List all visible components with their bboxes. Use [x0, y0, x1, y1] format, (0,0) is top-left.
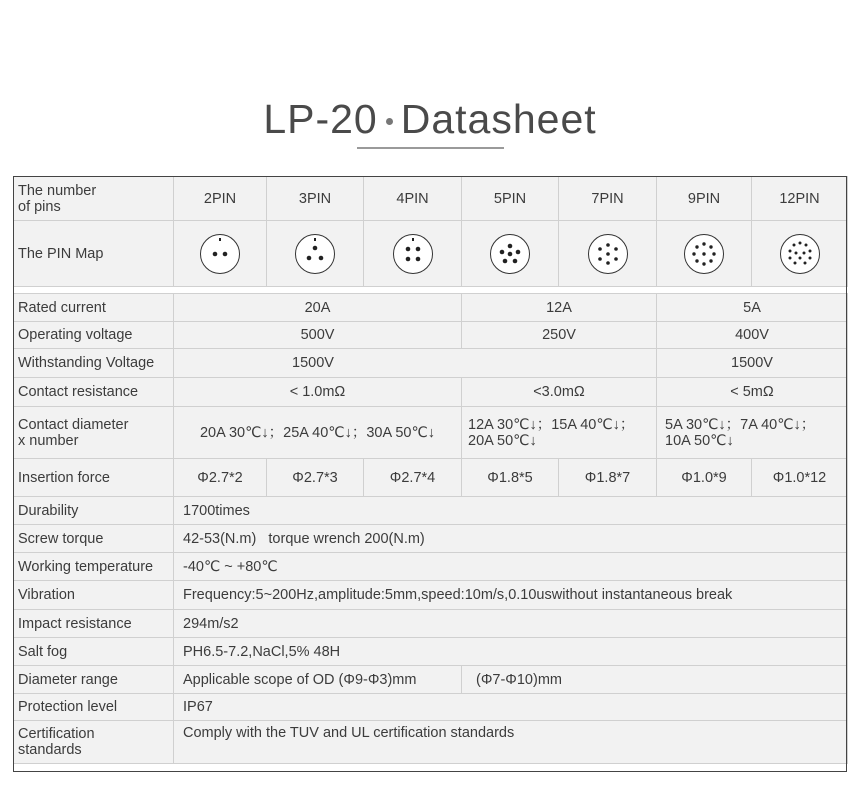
- durability-value: 1700times: [174, 497, 848, 525]
- pins-header-cell: [14, 177, 174, 221]
- operating-voltage-value-1: 500V: [174, 322, 462, 349]
- certification-value: Comply with the TUV and UL certification standards: [174, 721, 848, 764]
- datasheet-table: [13, 176, 848, 764]
- pin-count-3: 3PIN: [267, 177, 364, 221]
- row-vibration: [14, 581, 848, 610]
- durability-label: Durability: [14, 497, 174, 525]
- working-temperature-label: Working temperature: [14, 553, 174, 581]
- row-contact-diameter: [14, 407, 848, 459]
- page-title: [0, 96, 860, 143]
- protection-level-label: Protection level: [14, 694, 174, 721]
- section-gap: [14, 287, 848, 294]
- pin-count-12: 12PIN: [752, 177, 848, 221]
- row-withstanding-voltage: [14, 349, 848, 378]
- contact-diameter-group-3-line-2: 10A 50℃↓: [665, 432, 734, 449]
- pin-map-7-icon: [588, 234, 628, 274]
- row-working-temperature: [14, 553, 848, 581]
- rated-current-label: Rated current: [14, 294, 174, 322]
- row-contact-resistance: [14, 378, 848, 407]
- row-pin-count: [14, 177, 848, 221]
- insertion-force-label: Insertion force: [14, 459, 174, 497]
- working-temperature-value: -40℃ ~ +80℃: [174, 553, 848, 581]
- diameter-range-value-2: (Φ7-Φ10)mm: [462, 666, 848, 694]
- insertion-force-3pin: Φ2.7*3: [267, 459, 364, 497]
- insertion-force-9pin: Φ1.0*9: [657, 459, 752, 497]
- row-pin-map: [14, 221, 848, 287]
- pin-map-2-icon: [200, 234, 240, 274]
- contact-diameter-label-line-1: Contact diameter: [18, 416, 129, 433]
- contact-diameter-group-3: [657, 407, 848, 459]
- contact-diameter-group-2-line-1: 12A 30℃↓；15A 40℃↓；: [468, 416, 635, 433]
- pin-map-label: The PIN Map: [14, 221, 174, 287]
- pin-map-5-icon: [490, 234, 530, 274]
- impact-resistance-label: Impact resistance: [14, 610, 174, 638]
- pin-map-12-icon: [780, 234, 820, 274]
- contact-resistance-value-1: < 1.0mΩ: [174, 378, 462, 407]
- title-underline: [357, 147, 504, 149]
- pin-count-4: 4PIN: [364, 177, 462, 221]
- row-operating-voltage: [14, 322, 848, 349]
- screw-torque-label: Screw torque: [14, 525, 174, 553]
- pin-map-9-icon: [684, 234, 724, 274]
- insertion-force-4pin: Φ2.7*4: [364, 459, 462, 497]
- rated-current-value-3: 5A: [657, 294, 848, 322]
- insertion-force-7pin: Φ1.8*7: [559, 459, 657, 497]
- pins-header-line-1: The number: [18, 182, 97, 199]
- insertion-force-2pin: Φ2.7*2: [174, 459, 267, 497]
- pin-count-7: 7PIN: [559, 177, 657, 221]
- contact-diameter-group-2: [462, 407, 657, 459]
- pin-map-3-icon: [295, 234, 335, 274]
- title-model: LP-20: [263, 96, 378, 142]
- contact-diameter-group-1: [174, 407, 462, 459]
- row-protection-level: [14, 694, 848, 721]
- operating-voltage-label: Operating voltage: [14, 322, 174, 349]
- salt-fog-label: Salt fog: [14, 638, 174, 666]
- vibration-label: Vibration: [14, 581, 174, 610]
- impact-resistance-value: 294m/s2: [174, 610, 848, 638]
- pin-map-4-icon: [393, 234, 433, 274]
- title-label: Datasheet: [400, 96, 597, 142]
- certification-label-line-2: standards: [18, 742, 82, 758]
- row-screw-torque: [14, 525, 848, 553]
- operating-voltage-value-3: 400V: [657, 322, 848, 349]
- row-durability: [14, 497, 848, 525]
- contact-diameter-group-2-line-2: 20A 50℃↓: [468, 432, 537, 449]
- insertion-force-5pin: Φ1.8*5: [462, 459, 559, 497]
- contact-resistance-value-2: <3.0mΩ: [462, 378, 657, 407]
- row-insertion-force: [14, 459, 848, 497]
- operating-voltage-value-2: 250V: [462, 322, 657, 349]
- row-diameter-range: [14, 666, 848, 694]
- pin-count-2: 2PIN: [174, 177, 267, 221]
- vibration-value: Frequency:5~200Hz,amplitude:5mm,speed:10m/s,0.10uswithout instantaneous break: [174, 581, 848, 610]
- certification-label: [14, 721, 174, 764]
- pin-count-9: 9PIN: [657, 177, 752, 221]
- withstanding-voltage-label: Withstanding Voltage: [14, 349, 174, 378]
- salt-fog-value: PH6.5-7.2,NaCl,5% 48H: [174, 638, 848, 666]
- contact-diameter-group-1-line-1: 20A 30℃↓；25A 40℃↓；30A 50℃↓: [199, 424, 436, 441]
- screw-torque-value: 42-53(N.m) torque wrench 200(N.m): [174, 525, 848, 553]
- protection-level-value: IP67: [174, 694, 848, 721]
- rated-current-value-2: 12A: [462, 294, 657, 322]
- row-impact-resistance: [14, 610, 848, 638]
- insertion-force-12pin: Φ1.0*12: [752, 459, 848, 497]
- contact-diameter-label: [14, 407, 174, 459]
- row-certification: [14, 721, 848, 764]
- pins-header-line-2: of pins: [18, 198, 61, 215]
- diameter-range-value-1: Applicable scope of OD (Φ9-Φ3)mm: [174, 666, 462, 694]
- contact-diameter-group-3-line-1: 5A 30℃↓；7A 40℃↓；: [665, 416, 816, 433]
- title-separator-dot: [386, 118, 393, 125]
- diameter-range-label: Diameter range: [14, 666, 174, 694]
- contact-resistance-label: Contact resistance: [14, 378, 174, 407]
- withstanding-voltage-value-2: 1500V: [657, 349, 848, 378]
- row-salt-fog: [14, 638, 848, 666]
- pin-count-5: 5PIN: [462, 177, 559, 221]
- contact-diameter-label-line-2: x number: [18, 432, 79, 449]
- withstanding-voltage-value-1: 1500V: [174, 349, 657, 378]
- contact-resistance-value-3: < 5mΩ: [657, 378, 848, 407]
- certification-label-line-1: Certification: [18, 726, 95, 742]
- row-rated-current: [14, 294, 848, 322]
- rated-current-value-1: 20A: [174, 294, 462, 322]
